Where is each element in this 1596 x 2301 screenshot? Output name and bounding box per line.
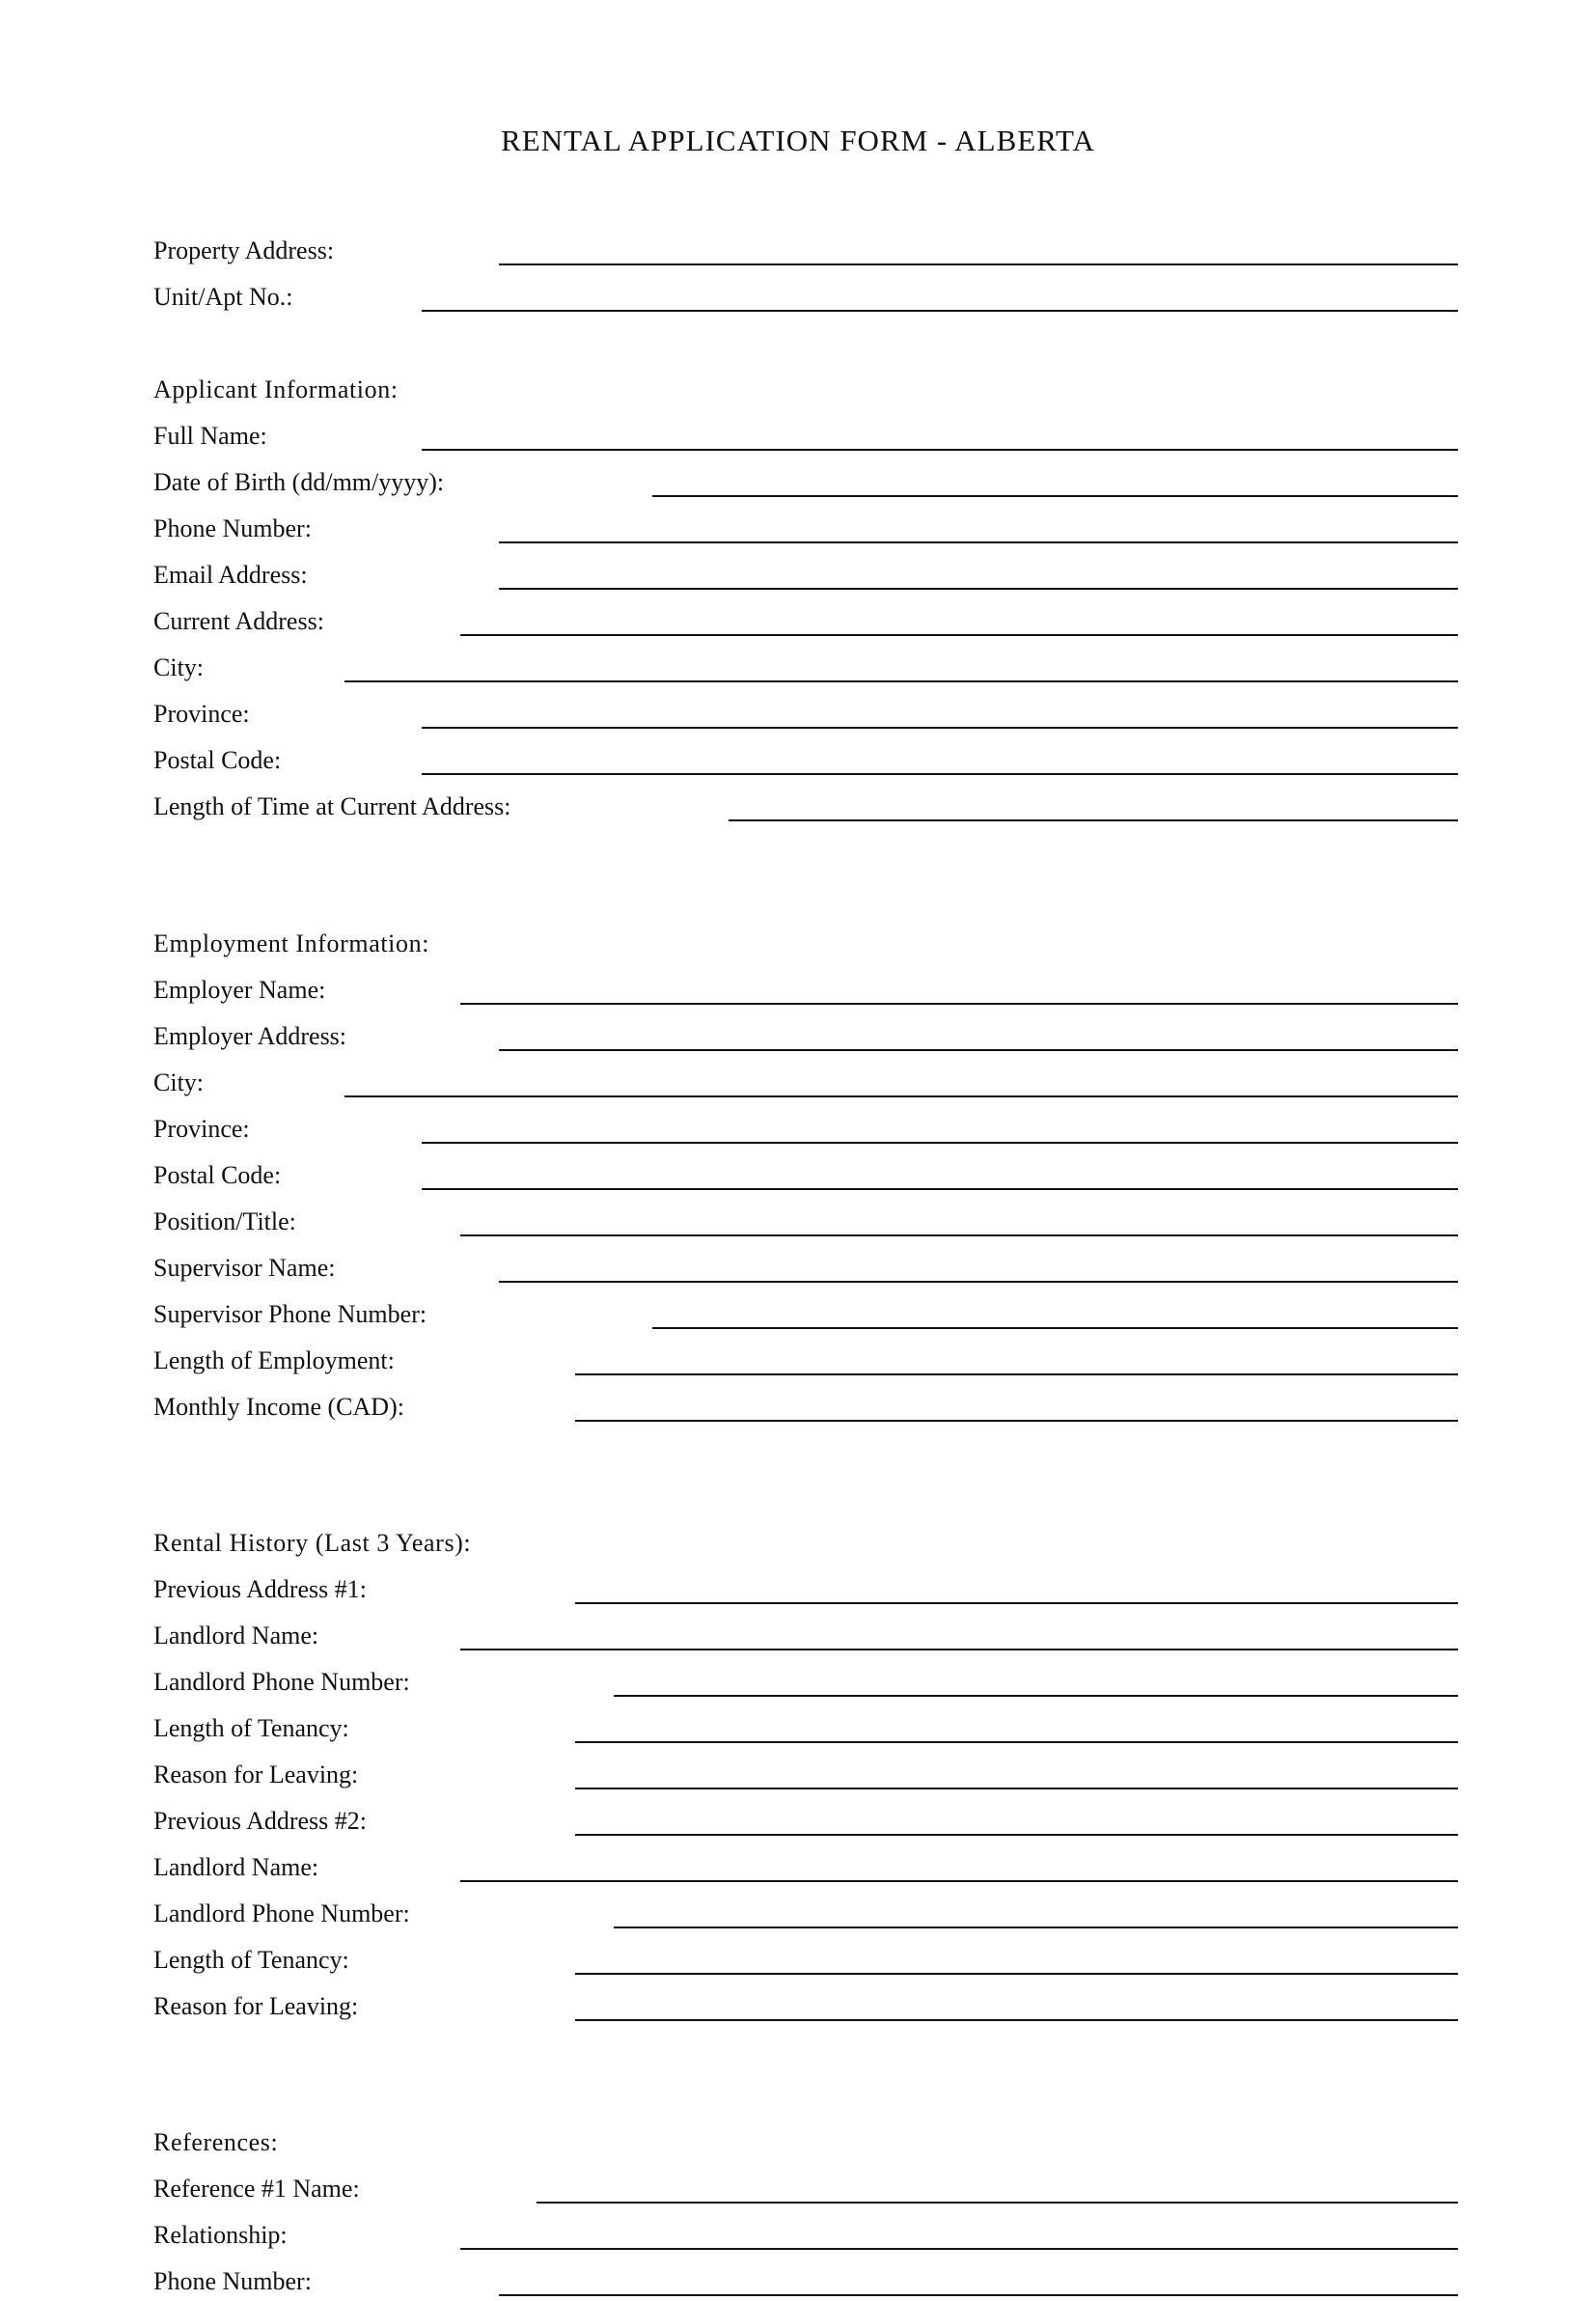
- employment-heading: Employment Information:: [153, 929, 430, 957]
- prev1-address-field[interactable]: [575, 1602, 1458, 1604]
- postal-code-label: Postal Code:: [153, 746, 282, 774]
- employment-length-field[interactable]: [575, 1373, 1458, 1375]
- employer-province-field[interactable]: [422, 1142, 1458, 1144]
- prev2-landlord-phone-label: Landlord Phone Number:: [153, 1899, 410, 1927]
- length-at-address-label: Length of Time at Current Address:: [153, 792, 511, 820]
- prev2-landlord-name-field[interactable]: [460, 1880, 1458, 1882]
- current-address-field[interactable]: [460, 634, 1458, 636]
- city-label: City:: [153, 653, 205, 681]
- employer-postal-code-field[interactable]: [422, 1188, 1458, 1190]
- prev1-address-label: Previous Address #1:: [153, 1575, 367, 1603]
- email-label: Email Address:: [153, 561, 308, 589]
- phone-label: Phone Number:: [153, 514, 312, 542]
- phone-row: [153, 510, 1458, 548]
- city-field[interactable]: [344, 680, 1458, 682]
- length-at-address-row: [153, 788, 1458, 826]
- prev2-tenancy-label: Length of Tenancy:: [153, 1946, 349, 1974]
- employer-name-row: [153, 971, 1458, 1010]
- supervisor-phone-field[interactable]: [652, 1327, 1458, 1329]
- prev2-address-row: [153, 1802, 1458, 1841]
- prev1-reason-row: [153, 1756, 1458, 1794]
- postal-code-row: [153, 741, 1458, 780]
- income-row: [153, 1388, 1458, 1427]
- employer-postal-code-row: [153, 1156, 1458, 1195]
- prev2-reason-label: Reason for Leaving:: [153, 1992, 359, 2020]
- prev2-reason-row: [153, 1987, 1458, 2026]
- prev1-tenancy-field[interactable]: [575, 1741, 1458, 1743]
- prev2-landlord-name-label: Landlord Name:: [153, 1853, 319, 1881]
- city-row: [153, 649, 1458, 687]
- current-address-label: Current Address:: [153, 607, 324, 635]
- prev1-landlord-phone-field[interactable]: [614, 1695, 1458, 1697]
- position-row: [153, 1203, 1458, 1241]
- prev2-tenancy-field[interactable]: [575, 1973, 1458, 1975]
- employer-city-label: City:: [153, 1068, 205, 1096]
- full-name-field[interactable]: [422, 449, 1458, 451]
- position-label: Position/Title:: [153, 1207, 296, 1235]
- prev1-address-row: [153, 1570, 1458, 1609]
- employer-address-label: Employer Address:: [153, 1022, 347, 1050]
- prev1-reason-label: Reason for Leaving:: [153, 1760, 359, 1788]
- prev1-reason-field[interactable]: [575, 1788, 1458, 1789]
- ref1-name-row: [153, 2170, 1458, 2208]
- prev2-landlord-phone-row: [153, 1895, 1458, 1933]
- prev1-landlord-phone-label: Landlord Phone Number:: [153, 1668, 410, 1696]
- employment-length-row: [153, 1342, 1458, 1380]
- email-field[interactable]: [499, 588, 1458, 590]
- form-title: RENTAL APPLICATION FORM - ALBERTA: [501, 124, 1095, 157]
- supervisor-phone-label: Supervisor Phone Number:: [153, 1300, 427, 1328]
- employment-length-label: Length of Employment:: [153, 1346, 395, 1374]
- prev1-landlord-phone-row: [153, 1663, 1458, 1702]
- income-label: Monthly Income (CAD):: [153, 1393, 404, 1421]
- ref1-name-field[interactable]: [537, 2202, 1458, 2204]
- unit-label: Unit/Apt No.:: [153, 283, 293, 311]
- ref-phone-row: [153, 2262, 1458, 2301]
- applicant-heading: Applicant Information:: [153, 375, 399, 403]
- employer-postal-code-label: Postal Code:: [153, 1161, 282, 1189]
- unit-field[interactable]: [422, 310, 1458, 312]
- prev2-tenancy-row: [153, 1941, 1458, 1980]
- references-heading: References:: [153, 2128, 279, 2156]
- employer-address-row: [153, 1017, 1458, 1056]
- phone-field[interactable]: [499, 541, 1458, 543]
- dob-label: Date of Birth (dd/mm/yyyy):: [153, 468, 445, 496]
- prev2-address-label: Previous Address #2:: [153, 1807, 367, 1835]
- prev2-landlord-name-row: [153, 1848, 1458, 1887]
- email-row: [153, 556, 1458, 595]
- ref-phone-field[interactable]: [499, 2294, 1458, 2296]
- prev2-address-field[interactable]: [575, 1834, 1458, 1836]
- ref1-name-label: Reference #1 Name:: [153, 2175, 360, 2203]
- position-field[interactable]: [460, 1234, 1458, 1236]
- province-field[interactable]: [422, 727, 1458, 729]
- current-address-row: [153, 602, 1458, 641]
- postal-code-field[interactable]: [422, 773, 1458, 775]
- dob-row: [153, 463, 1458, 502]
- province-row: [153, 695, 1458, 734]
- prev2-reason-field[interactable]: [575, 2019, 1458, 2021]
- prev2-landlord-phone-field[interactable]: [614, 1927, 1458, 1928]
- relationship-row: [153, 2216, 1458, 2255]
- supervisor-phone-row: [153, 1295, 1458, 1334]
- employer-address-field[interactable]: [499, 1049, 1458, 1051]
- employer-name-field[interactable]: [460, 1003, 1458, 1005]
- employer-city-row: [153, 1064, 1458, 1102]
- prev1-landlord-name-field[interactable]: [460, 1649, 1458, 1650]
- rental-history-heading: Rental History (Last 3 Years):: [153, 1529, 472, 1557]
- unit-row: [153, 278, 1458, 317]
- full-name-label: Full Name:: [153, 422, 267, 450]
- relationship-label: Relationship:: [153, 2221, 288, 2249]
- supervisor-name-field[interactable]: [499, 1281, 1458, 1283]
- employer-city-field[interactable]: [344, 1095, 1458, 1097]
- property-address-row: [153, 232, 1458, 270]
- supervisor-name-row: [153, 1249, 1458, 1288]
- ref-phone-label: Phone Number:: [153, 2267, 312, 2295]
- employer-province-label: Province:: [153, 1115, 250, 1143]
- income-field[interactable]: [575, 1420, 1458, 1422]
- full-name-row: [153, 417, 1458, 456]
- prev1-landlord-name-row: [153, 1617, 1458, 1655]
- relationship-field[interactable]: [460, 2248, 1458, 2250]
- prev1-tenancy-label: Length of Tenancy:: [153, 1714, 349, 1742]
- property-address-label: Property Address:: [153, 236, 335, 264]
- province-label: Province:: [153, 700, 250, 728]
- property-address-field[interactable]: [499, 263, 1458, 265]
- employer-name-label: Employer Name:: [153, 976, 326, 1004]
- prev1-landlord-name-label: Landlord Name:: [153, 1622, 319, 1650]
- supervisor-name-label: Supervisor Name:: [153, 1254, 336, 1282]
- prev1-tenancy-row: [153, 1709, 1458, 1748]
- employer-province-row: [153, 1110, 1458, 1149]
- dob-field[interactable]: [652, 495, 1458, 497]
- length-at-address-field[interactable]: [729, 819, 1458, 821]
